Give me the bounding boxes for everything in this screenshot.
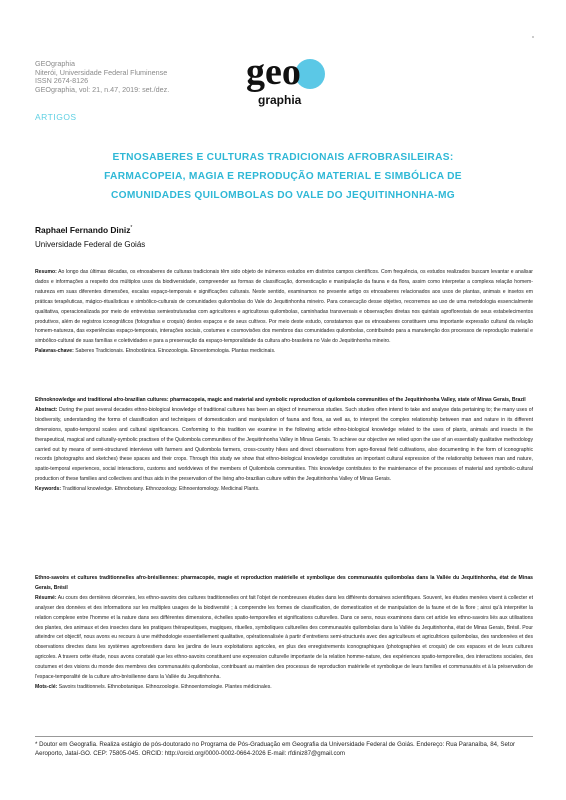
resume-text: Au cours des dernières décennies, les ethno-savoirs des cultures traditionnelles ont fait l'objet de nombreuses études dans les différents domaines scientifiques. Souvent, les études menées visent à collecter et analyser des données et des informations sur les multiples usages de la biodiversité ; à comprendre les formes de classification, de domestication et de manipulation de la faune et de la flore ; ainsi qu'à interpréter la relation complexe entre l'homme et la nature dans ses différentes dimensions, échelles spatio-temporelles et significations culturelles. Dans ce sens, nous examinons dans cet article les ethno-savoirs liés aux utilisations des plantes, des animaux et des insectes dans les pratiques thérapeutiques, magiques, rituelles, symboliques culturelles des communautés quilombolas dans la Vallée du Jequitinhonha, état de Minas Gerais, Brésil. Pour atteindre cet objectif, nous avons eu recours à une méthodologie essentiellement qualitative, opérationnalisée à partir d'entretiens semi-structurés avec des agriculteurs et agricultrices quilombolas, des randonnées et des observations directes dans les systèmes agroforestiers dans les jardins de leurs exploitations agricoles, en plus des enregistrements iconographiques (photographies et croquis) de ces espaces et de leurs cultures agricoles. A travers cette étude, nous avons constaté que les ethno-savoirs constituent une expression culturelle importante de la relation homme-nature, des expériences spatio-temporelles, des interactions sociales, des coutumes et des visions du monde des membres des communautés quilombolas, contribuant au maintien des processus de reproduction matérielle et symbolique de leurs familles et communautés et à la préservation de l'espace-temporalité de la culture afro-brésilienne dans la Vallée du Jequitinhonha.	[35, 594, 533, 681]
journal-issn: ISSN 2674-8126	[35, 76, 89, 86]
english-title: Ethnoknowledge and traditional afro-brazilian cultures: pharmacopeia, magic and material and symbolic reproduction of quilombola communities of the Jequitinhonha Valley, state of Minas Gerais, Brazil	[35, 397, 526, 403]
title-line-3: COMUNIDADES QUILOMBOLAS DO VALE DO JEQUITINHONHA-MG	[111, 190, 455, 201]
resumo-text: Ao longo das últimas décadas, os etnosaberes de culturas tradicionais têm sido objeto de inúmeros estudos em distintos campos científicos. Com frequência, os estudos realizados buscam levantar e analisar dados e informações a respeito dos múltiplos usos da biodiversidade, compreender as formas de classificação, domesticação e manipulação da fauna e da flora, assim como interpretar a complexa relação homem-natureza em suas diferentes dimensões, escalas espaço-temporais e significações culturais. Neste sentido, examinamos no presente artigo os etnosaberes relacionados aos usos de plantas, animais e insetos em práticas terapêuticas, mágico-ritualísticas e simbólico-culturais de comunidades quilombolas do Vale do Jequitinhonha mineiro. Para consecução desse objetivo, recorremos ao uso de uma metodologia essencialmente qualitativa, operacionalizada por meio de entrevistas semiestruturadas com agricultores e agricultoras quilombolas, caminhadas transversais e observações diretas nos quintais agroflorestais de seus estabelecimentos produtivos, além de registros iconográficos (fotografias e croquis) destes espaços e de seus cultivos. Por meio deste estudo, constatamos que os etnosaberes constituem uma importante expressão cultural da relação homem-natureza, das experiências espaço-temporais, interações sociais, costumes e cosmovisões dos membros das comunidades quilombolas, contribuindo para a manutenção dos processos de reprodução material e simbólico-cultural de suas famílias e coletividades e para a preservação da espaço-temporalidade da cultura afro-brasileira no Vale do Jequitinhonha mineiro.	[35, 269, 533, 345]
resume-label: Résumé:	[35, 594, 57, 601]
mots-cle-text: Savoirs traditionnels. Ethnobotanique. Ethnozoologie. Ethnoentomologie. Plantes médicinales.	[57, 683, 272, 690]
logo-geo: geo	[246, 51, 301, 93]
keywords-label: Keywords:	[35, 486, 62, 493]
logo-graphia: graphia	[258, 93, 302, 107]
author-name-text: Raphael Fernando Diniz	[35, 225, 131, 235]
section-label: ARTIGOS	[35, 112, 77, 122]
author-affiliation: Universidade Federal de Goiás	[35, 240, 146, 249]
author-name	[35, 225, 132, 235]
resumo-label: Resumo:	[35, 269, 57, 275]
mots-cle-label: Mots-clé:	[35, 683, 58, 690]
abstract-text: During the past several decades ethno-biological knowledge of traditional cultures has been an object of innumerous studies. Such studies often intend to take and analyse data pertaining to; the many uses of biodiversity, understanding the forms of classification and techniques of domestication and manipulation of fauna and flora, as well as, to interpret the complex relationship between man and nature in its different dimensions, spatio-temporal scales and cultural significances. Conforming to this tradition we examine in the following article ethno-biological knowledge related to the uses of plants, animals and insects in the therapeutical, magical and culturally-symbolic practises of the Quilombola communities of the Jequitinhonha Valley in Minas Gerais. To achieve our objective we relied upon the use of an essentially qualitative methodology carried out by means of semi-structured interviews with farmers and Quilombola farmers, cross-country hikes and direct observations from agro-floresal field cultivations, also documenting in the form of iconographic records (photographs and sketches) these spaces and their crops. Through this study we show that ethno-biological knowledge constitutes an important cultural expression of the relationship between man and nature, spatio-temporal experiences, social interactions, customs and worldviews of the members of Quilombola communities. This knowledge contributes to the maintenance of the processes of material and symbolic-cultural production of these families and collectives and thus aids in the preservation of the living afro-brazilian culture within the Jequitinhonha Valley of Minas Gerais.	[35, 406, 533, 483]
journal-info	[35, 60, 169, 94]
article-title	[40, 148, 526, 205]
journal-publisher: Niterói, Universidade Federal Fluminense	[35, 67, 168, 77]
resumo-block	[35, 268, 533, 357]
author-marker: *	[130, 225, 133, 232]
keywords-text: Traditional knowledge. Ethnobotany. Ethnozoology. Ethnoentomology. Medicinal Plants.	[61, 486, 260, 493]
author-footnote: * Doutor em Geografia. Realiza estágio de pós-doutorado no Programa de Pós-Graduação em Geografia da Universidade Federal de Goiás. Endereço: Rua Paranaíba, 84, Setor Aeroporto, Jataí-GO. CEP: 75805-045. ORCID: http://orcid.org/0000-0002-0664-2026 E-mail: rfdiniz87@gmail.com	[35, 741, 515, 757]
title-line-2: FARMACOPEIA, MAGIA E REPRODUÇÃO MATERIAL E SIMBÓLICA DE	[104, 171, 462, 182]
journal-name: GEOgraphia	[35, 59, 75, 68]
title-line-1: ETNOSABERES E CULTURAS TRADICIONAIS AFROBRASILEIRAS:	[112, 152, 454, 163]
french-title: Ethno-savoirs et cultures traditionnelles afro-brésiliennes: pharmacopée, magie et reproduction matérielle et symbolique des communautés quilombolas dans la Vallée du Jequitinhonha, état de Minas Gerais, Brésil	[35, 575, 533, 591]
abstract-label: Abstract:	[35, 406, 58, 413]
palavras-chave-text: Saberes Tradicionais. Etnobotânica. Etnozoologia. Etnoentomologia. Plantas medicinais.	[73, 348, 276, 355]
page-dot	[532, 36, 534, 38]
french-block	[35, 574, 533, 693]
footnote-divider	[35, 736, 533, 737]
palavras-chave-label: Palavras-chave:	[35, 348, 74, 355]
english-block	[35, 396, 533, 495]
journal-citation: GEOgraphia, vol: 21, n.47, 2019: set./dez.	[35, 84, 170, 94]
geographia-logo	[244, 50, 326, 110]
